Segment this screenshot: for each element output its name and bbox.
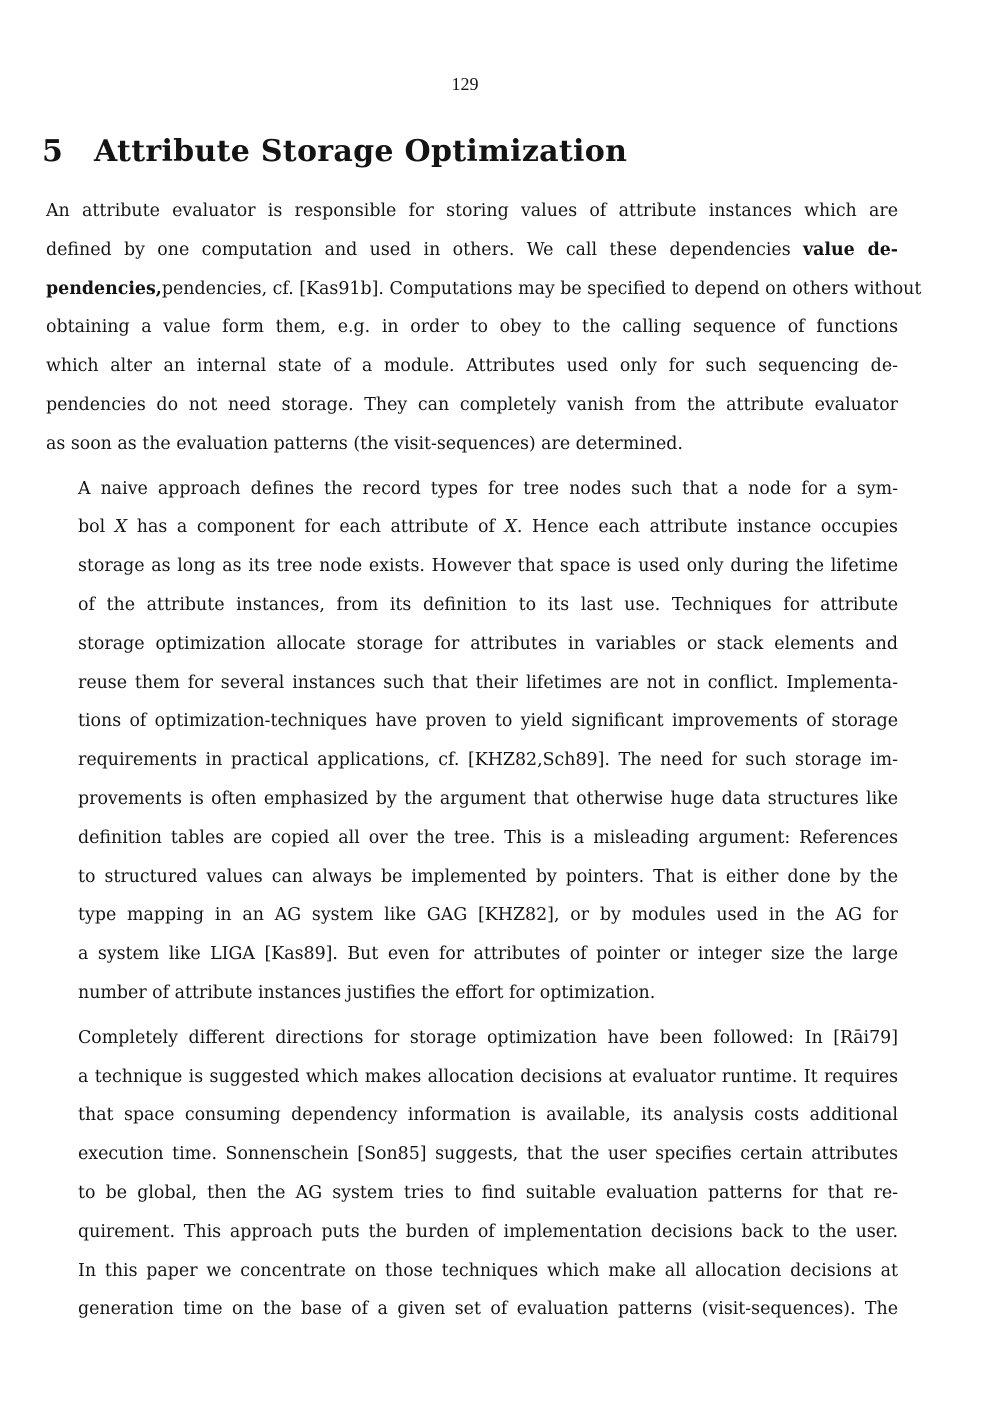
body-text <box>46 192 922 1329</box>
text-line: which alter an internal state of a module. Attributes used only for such sequencing de- <box>46 356 898 377</box>
text-line: storage optimization allocate storage for attributes in variables or stack elements and <box>78 633 898 654</box>
text-line: definition tables are copied all over the tree. This is a misleading argument: References <box>78 827 898 848</box>
text-line: that space consuming dependency information is available, its analysis costs additional <box>78 1105 898 1126</box>
text-line: a technique is suggested which makes allocation decisions at evaluator runtime. It requires <box>78 1066 898 1087</box>
text-line: In this paper we concentrate on those techniques which make all allocation decisions at <box>78 1260 898 1281</box>
text-line: An attribute evaluator is responsible for storing values of attribute instances which are <box>46 201 898 221</box>
text-line: number of attribute instances justifies the effort for optimization. <box>78 982 656 1003</box>
text-line: obtaining a value form them, e.g. in order to obey to the calling sequence of functions <box>46 317 898 338</box>
text-line: to be global, then the AG system tries to find suitable evaluation patterns for that re- <box>78 1182 898 1203</box>
term-value-dependencies-cont: pendencies, <box>46 278 162 299</box>
text-line: type mapping in an AG system like GAG [KHZ82], or by modules used in the AG for <box>78 905 898 926</box>
text-span: has a component for each attribute of <box>127 517 505 538</box>
text-span: . Hence each attribute instance occupies <box>516 517 898 538</box>
text-span: pendencies, cf. [Kas91b]. Computations may be specified to depend on others without <box>161 278 922 299</box>
text-line: a system like LIGA [Kas89]. But even for attributes of pointer or integer size the large <box>78 944 898 965</box>
text-line: storage as long as its tree node exists. However that space is used only during the lifetime <box>78 556 898 577</box>
term-value-dependencies: value de- <box>803 239 899 260</box>
text-span: bol <box>78 517 115 538</box>
math-var-x: X <box>114 517 128 538</box>
page-number: 129 <box>451 74 479 94</box>
paragraph-2 <box>46 470 898 1013</box>
text-line: to structured values can always be implemented by pointers. That is either done by the <box>78 866 898 887</box>
text-line: of the attribute instances, from its definition to its last use. Techniques for attribute <box>78 594 898 615</box>
text-line: requirements in practical applications, cf. [KHZ82,Sch89]. The need for such storage im- <box>78 750 898 771</box>
text-line: A naive approach defines the record types for tree nodes such that a node for a sym- <box>78 478 898 499</box>
text-line: quirement. This approach puts the burden of implementation decisions back to the user. <box>78 1221 898 1242</box>
paragraph-3 <box>46 1019 898 1329</box>
text-line <box>46 270 922 309</box>
math-var-x: X <box>504 517 517 538</box>
text-line <box>46 231 898 270</box>
section-number: 5 <box>42 134 64 169</box>
text-line: execution time. Sonnenschein [Son85] suggests, that the user specifies certain attributes <box>78 1144 898 1165</box>
text-line: tions of optimization-techniques have proven to yield significant improvements of storage <box>78 711 898 732</box>
section-title: Attribute Storage Optimization <box>94 134 628 169</box>
text-line: reuse them for several instances such that their lifetimes are not in conflict. Implementa- <box>78 672 898 693</box>
text-line: Completely different directions for storage optimization have been followed: In [Rāi79] <box>78 1027 898 1048</box>
text-line: as soon as the evaluation patterns (the visit-sequences) are determined. <box>46 433 683 454</box>
text-line <box>46 508 898 547</box>
text-line: pendencies do not need storage. They can completely vanish from the attribute evaluator <box>46 394 898 415</box>
paragraph-1 <box>46 192 922 464</box>
section-heading <box>42 134 627 169</box>
text-line: provements is often emphasized by the argument that otherwise huge data structures like <box>78 788 898 809</box>
text-line: generation time on the base of a given set of evaluation patterns (visit-sequences). The <box>78 1299 898 1320</box>
text-span: defined by one computation and used in others. We call these dependencies <box>46 239 803 260</box>
